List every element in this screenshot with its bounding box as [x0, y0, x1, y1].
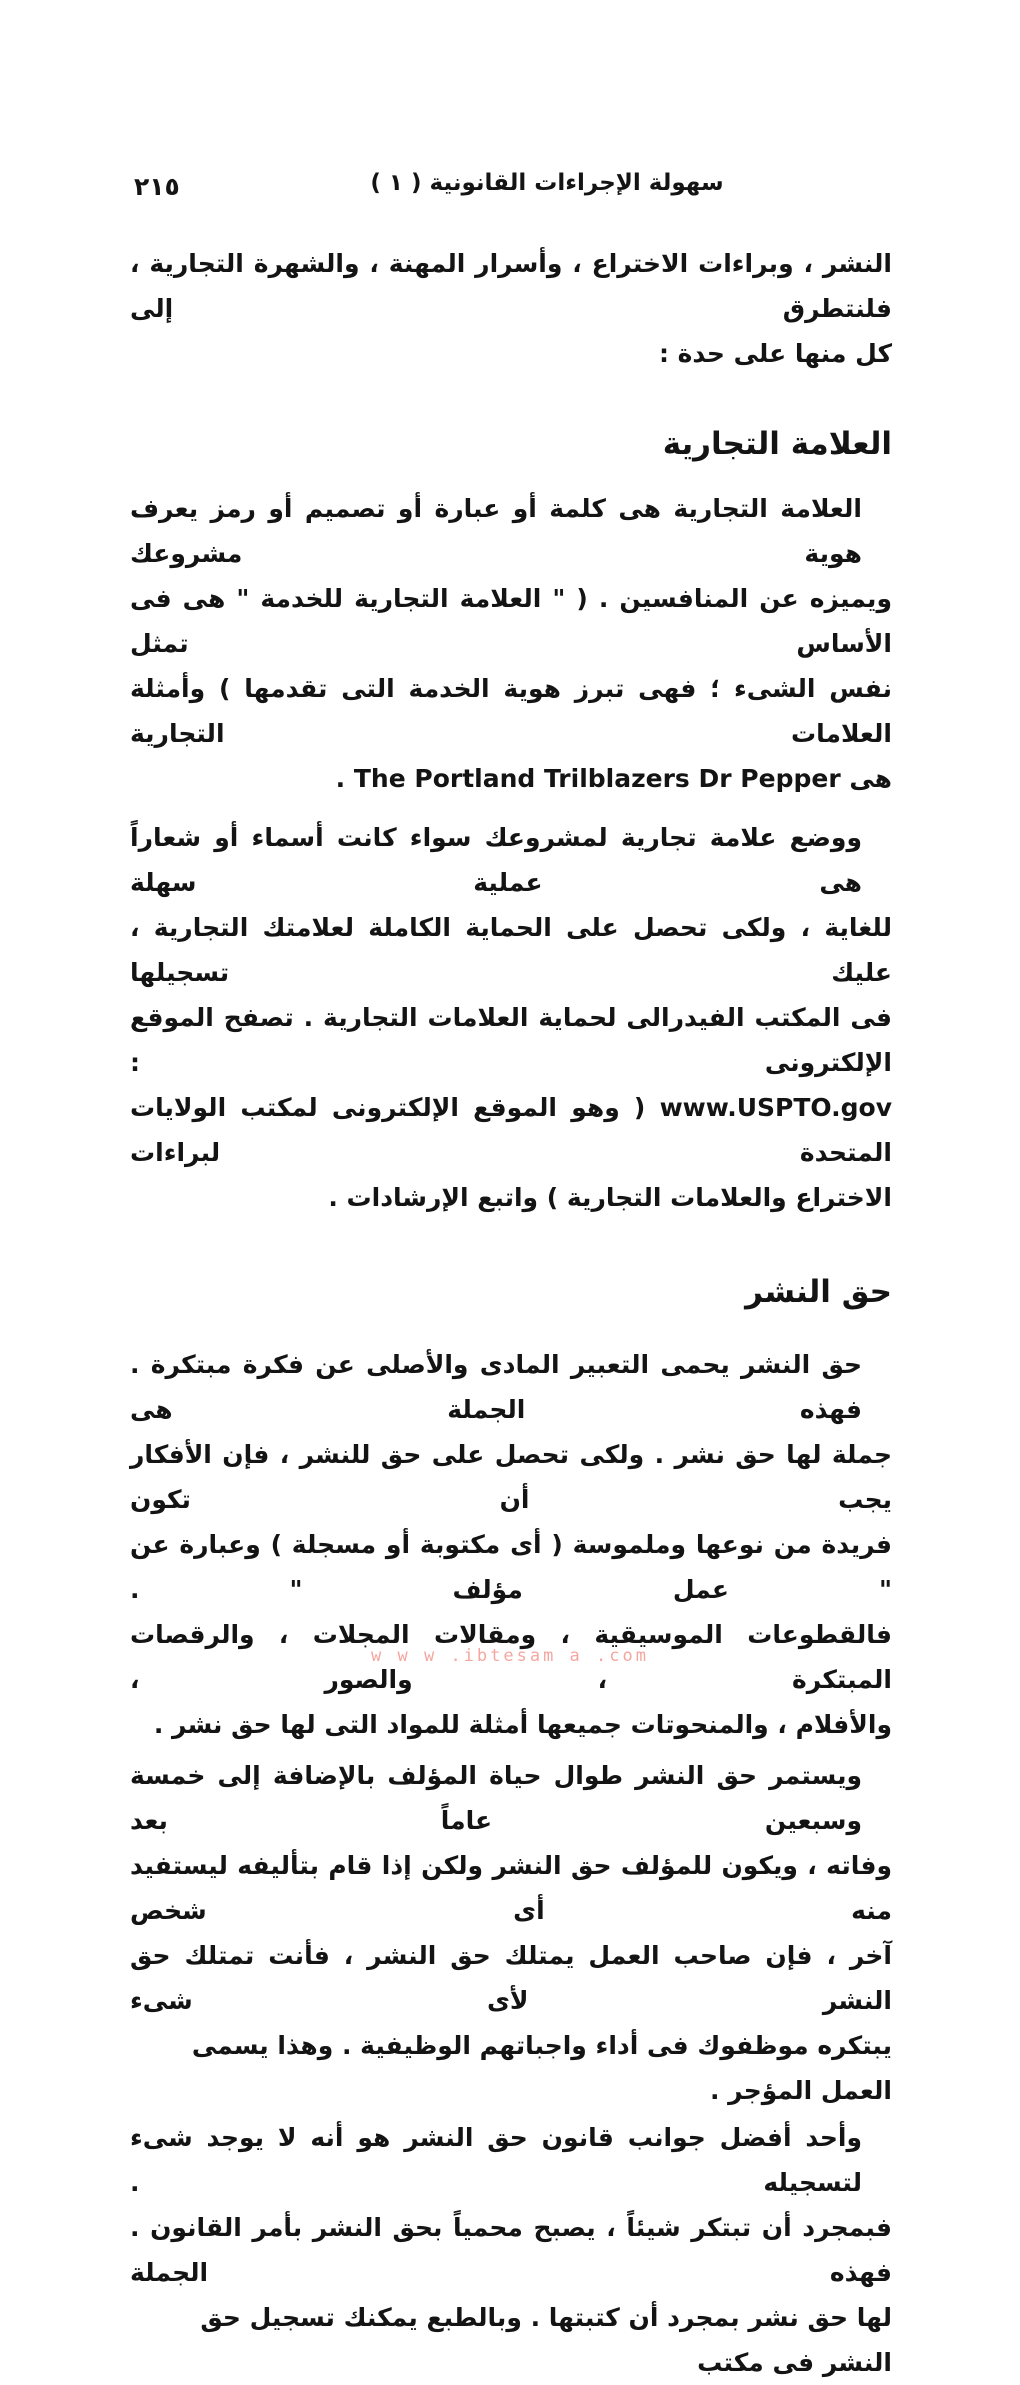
- text-line: هى The Portland Trilblazers Dr Pepper .: [335, 764, 892, 793]
- text-line: ويستمر حق النشر طوال حياة المؤلف بالإضافة إلى خمسة وسبعين عاماً بعد: [130, 1761, 862, 1835]
- text-line: ويميزه عن المنافسين . ( " العلامة التجارية للخدمة " هى فى الأساس تمثل: [130, 584, 892, 658]
- paragraph-trademark-definition: [130, 486, 892, 801]
- text-line: العلامة التجارية هى كلمة أو عبارة أو تصميم أو رمز يعرف هوية مشروعك: [130, 494, 862, 568]
- text-line: يبتكره موظفوك فى أداء واجباتهم الوظيفية . وهذا يسمى العمل المؤجر .: [191, 2031, 892, 2105]
- page-content: [130, 215, 892, 2385]
- text-line: وفاته ، ويكون للمؤلف حق النشر ولكن إذا قام بتأليفه ليستفيد منه أى شخص: [130, 1851, 892, 1925]
- text-line: ووضع علامة تجارية لمشروعك سواء كانت أسماء أو شعاراً هى عملية سهلة: [130, 823, 862, 897]
- text-line: حق النشر يحمى التعبير المادى والأصلى عن فكرة مبتكرة . فهذه الجملة هى: [130, 1350, 862, 1424]
- paragraph-intro: [130, 241, 892, 376]
- book-title: سهولة الإجراءات القانونية ( ١ ): [370, 170, 724, 196]
- page-number: ٢١٥: [134, 172, 180, 201]
- paragraph-copyright-duration: [130, 1753, 892, 2113]
- text-line: فالقطوعات الموسيقية ، ومقالات المجلات ، والرقصات المبتكرة ، والصور ،: [130, 1620, 892, 1694]
- text-line: لها حق نشر بمجرد أن كتبتها . وبالطبع يمكنك تسجيل حق النشر فى مكتب: [200, 2303, 892, 2377]
- text-line: الاختراع والعلامات التجارية ) واتبع الإرشادات .: [328, 1183, 892, 1212]
- heading-trademark: العلامة التجارية: [662, 426, 892, 462]
- text-line: فى المكتب الفيدرالى لحماية العلامات التجارية . تصفح الموقع الإلكترونى :: [130, 1003, 892, 1077]
- page-header: [130, 170, 888, 206]
- text-line: فريدة من نوعها وملموسة ( أى مكتوبة أو مسجلة ) وعبارة عن " عمل مؤلف " .: [130, 1530, 892, 1604]
- heading-copyright: حق النشر: [745, 1274, 892, 1310]
- text-line: www.USPTO.gov ( وهو الموقع الإلكترونى لمكتب الولايات المتحدة لبراءات: [130, 1093, 892, 1167]
- text-line: النشر ، وبراءات الاختراع ، وأسرار المهنة ، والشهرة التجارية ، فلنتطرق إلى: [130, 249, 892, 323]
- paragraph-copyright-definition: [130, 1342, 892, 1747]
- text-line: كل منها على حدة :: [658, 339, 892, 368]
- text-line: للغاية ، ولكى تحصل على الحماية الكاملة لعلامتك التجارية ، عليك تسجيلها: [130, 913, 892, 987]
- paragraph-trademark-registration: [130, 815, 892, 1220]
- watermark: w w w .ibtesam a .com: [371, 1646, 649, 1666]
- text-line: نفس الشىء ؛ فهى تبرز هوية الخدمة التى تقدمها ) وأمثلة العلامات التجارية: [130, 674, 892, 748]
- text-line: آخر ، فإن صاحب العمل يمتلك حق النشر ، فأنت تمتلك حق النشر لأى شىء: [130, 1941, 892, 2015]
- text-line: وأحد أفضل جوانب قانون حق النشر هو أنه لا يوجد شىء لتسجيله .: [130, 2123, 862, 2197]
- text-line: والأفلام ، والمنحوتات جميعها أمثلة للمواد التى لها حق نشر .: [153, 1710, 892, 1739]
- paragraph-copyright-registration: [130, 2115, 892, 2385]
- text-line: فبمجرد أن تبتكر شيئاً ، يصبح محمياً بحق النشر بأمر القانون . فهذه الجملة: [130, 2213, 892, 2287]
- text-line: جملة لها حق نشر . ولكى تحصل على حق للنشر ، فإن الأفكار يجب أن تكون: [130, 1440, 892, 1514]
